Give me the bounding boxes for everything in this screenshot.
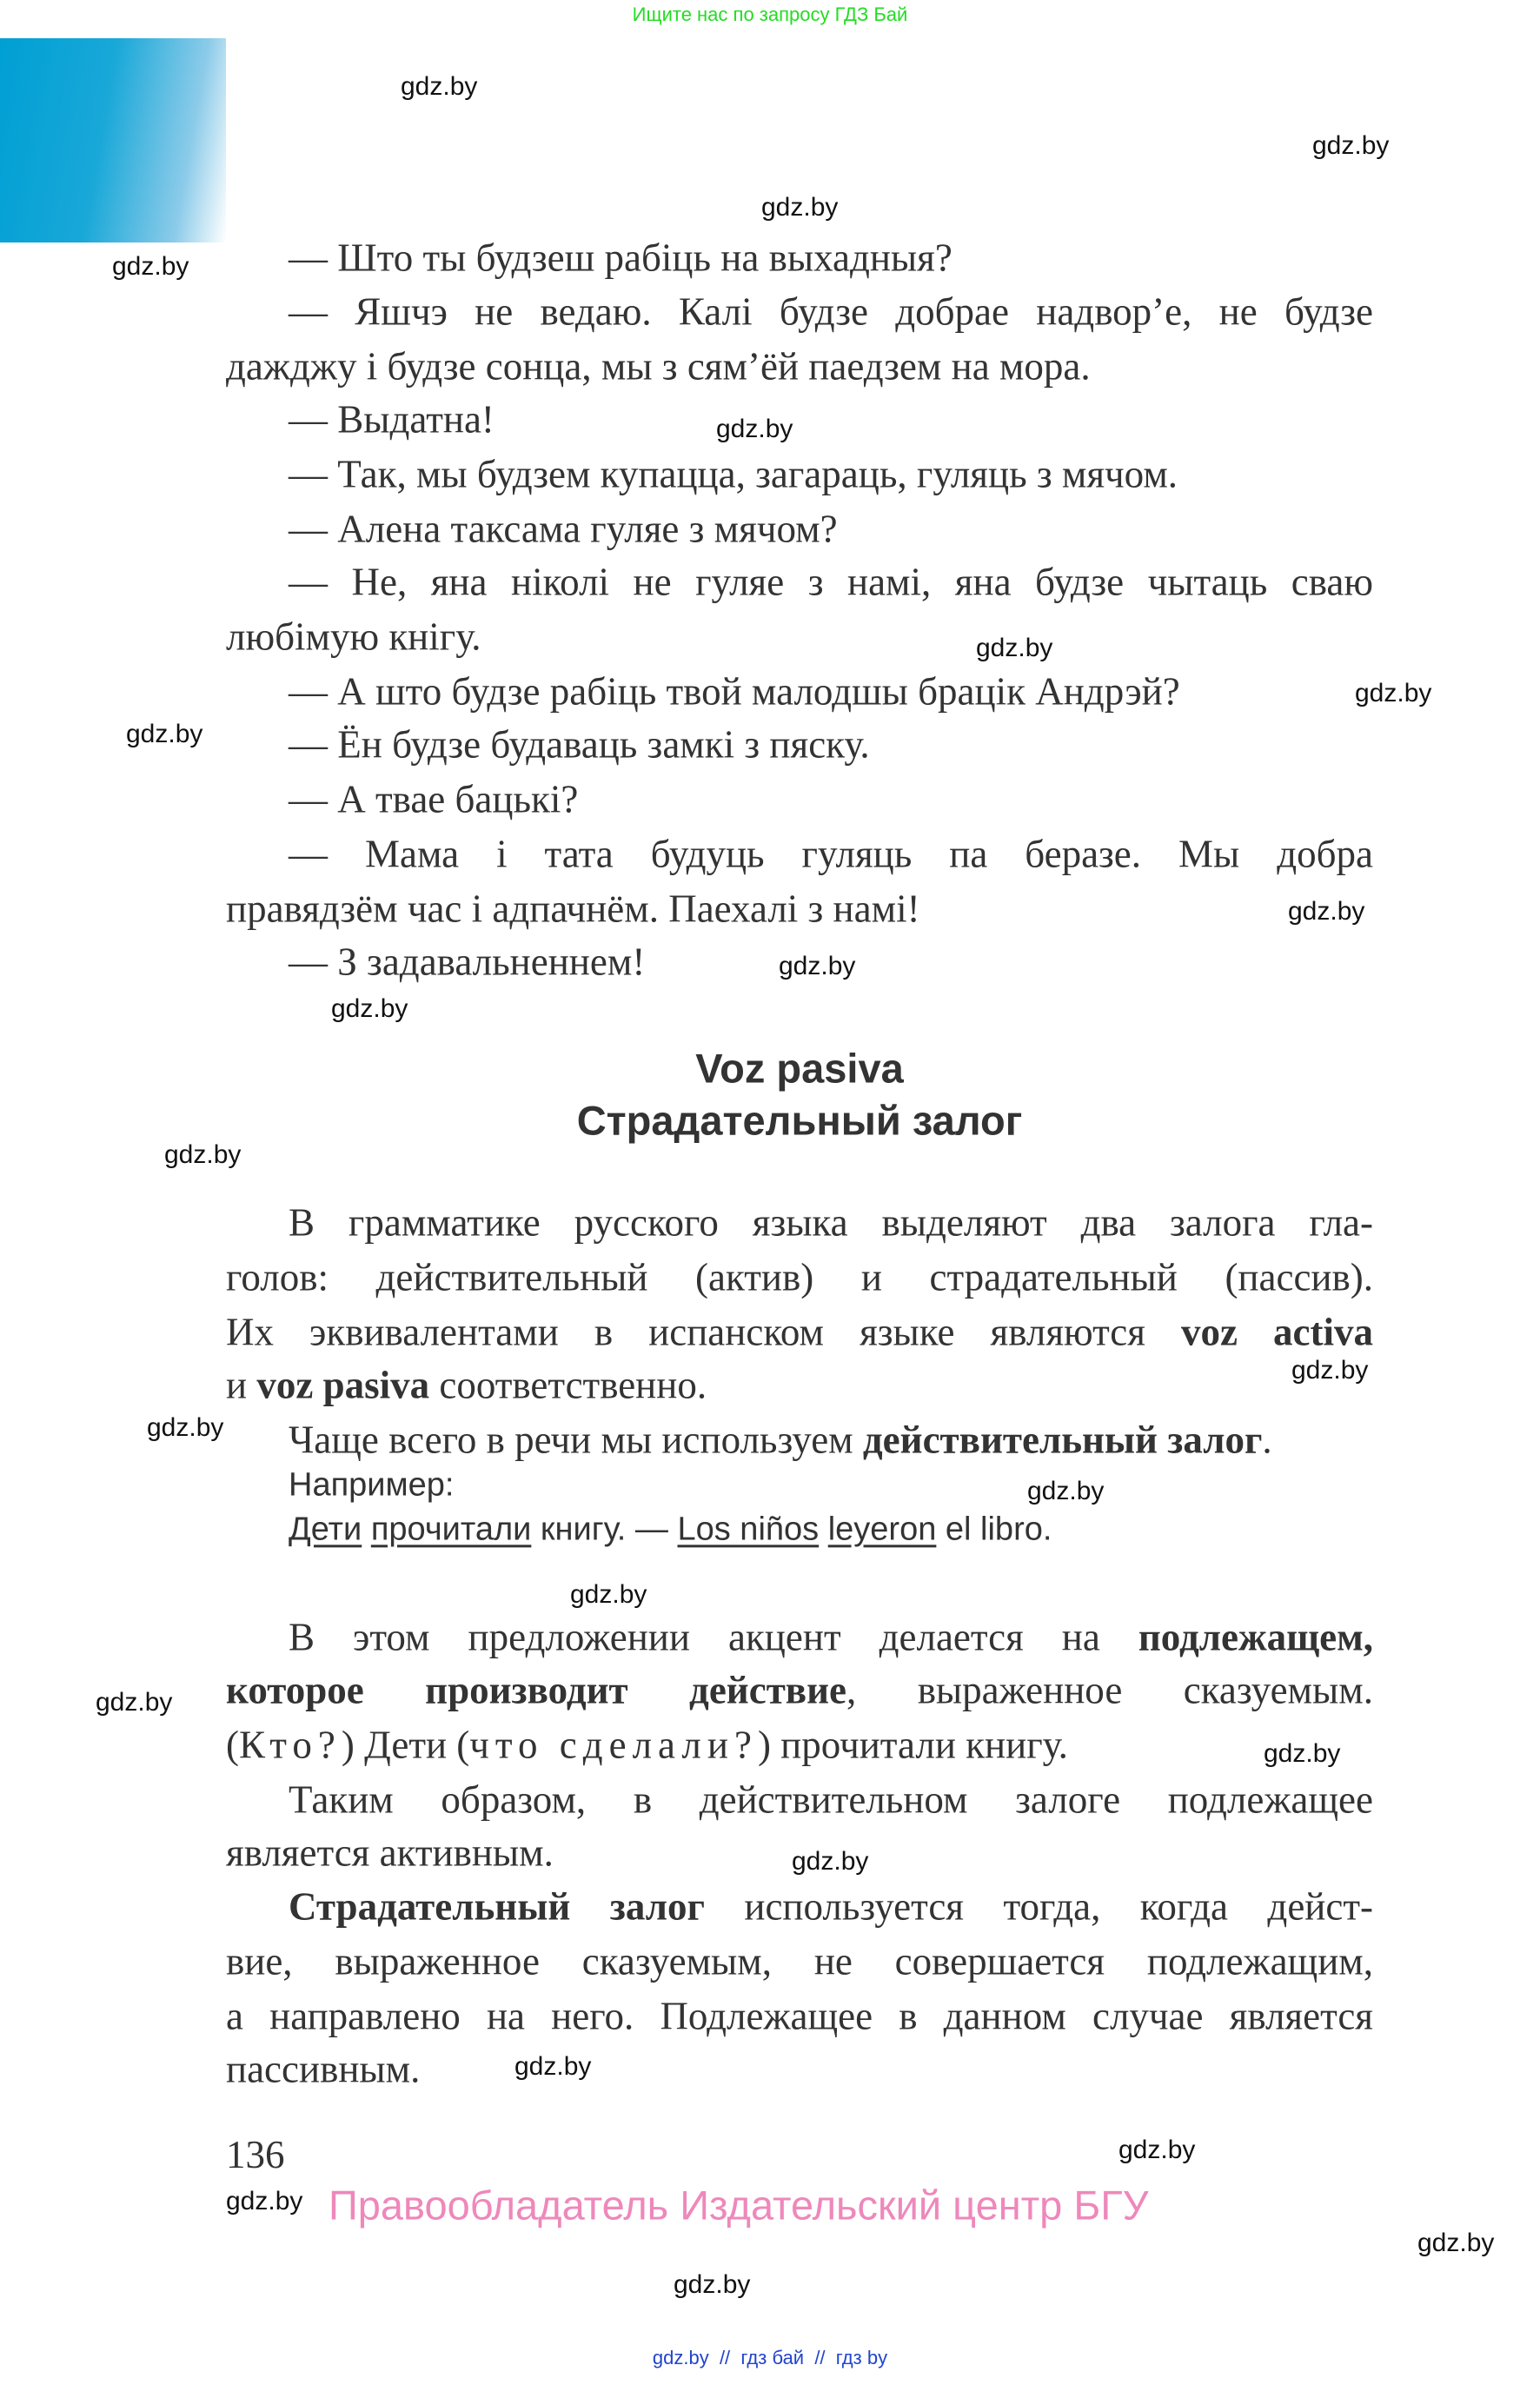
text-span: el libro. xyxy=(936,1511,1052,1548)
dialogue-line xyxy=(289,940,1373,984)
text-span: пассивным. xyxy=(226,2047,421,2091)
section-title: Voz pasiva xyxy=(695,1045,904,1092)
bold-text: подлежащем, xyxy=(1138,1615,1373,1659)
underlined-text: Дети xyxy=(289,1511,362,1548)
text-span: соответственно. xyxy=(429,1363,707,1407)
text-span xyxy=(362,1511,371,1547)
dialogue-line xyxy=(289,236,1373,280)
text-span: дажджу і будзе сонца, мы з сям’ёй паедзем на мора. xyxy=(226,344,1091,389)
body-line xyxy=(226,1723,1373,1767)
watermark: gdz.by xyxy=(1312,131,1390,160)
text-span xyxy=(819,1511,828,1547)
text-span: , выраженное сказуемым. xyxy=(846,1668,1373,1712)
text-span: любімую кнігу. xyxy=(226,615,481,659)
watermark: gdz.by xyxy=(1027,1477,1105,1505)
dialogue-line xyxy=(289,669,1373,714)
copyright-owner: Правообладатель Издательский центр БГУ xyxy=(329,2182,1149,2229)
bold-text: которое производит действие xyxy=(226,1668,847,1712)
text-span: — Так, мы будзем купацца, загараць, гуляць з мячом. xyxy=(289,452,1178,496)
text-span: Например: xyxy=(289,1466,455,1504)
body-line xyxy=(226,2047,1373,2091)
text-span: . xyxy=(1262,1418,1272,1462)
dialogue-line xyxy=(226,344,1373,389)
watermark: gdz.by xyxy=(401,72,478,101)
watermark: gdz.by xyxy=(226,2187,303,2216)
watermark: gdz.by xyxy=(147,1413,224,1442)
body-line xyxy=(289,1777,1373,1822)
watermark: gdz.by xyxy=(674,2270,751,2299)
watermark: gdz.by xyxy=(1264,1739,1341,1768)
top-banner: Ищите нас по запросу ГДЗ Бай xyxy=(632,3,908,25)
text-span: вие, выраженное сказуемым, не совершается подлежащим, xyxy=(226,1939,1373,1983)
body-line xyxy=(289,1418,1373,1462)
body-line xyxy=(226,1996,1373,2036)
text-span: ) Дети ( xyxy=(341,1723,470,1767)
watermark: gdz.by xyxy=(514,2052,592,2081)
text-span: — Мама і тата будуць гуляць па беразе. Мы добра xyxy=(289,832,1373,876)
text-span: Кто? xyxy=(239,1723,342,1767)
dialogue-line xyxy=(289,289,1373,334)
text-span: — З задавальненнем! xyxy=(289,940,646,984)
text-span: — Не, яна ніколі не гуляе з намі, яна будзе чытаць сваю xyxy=(289,560,1373,604)
dialogue-line xyxy=(289,397,1373,442)
text-span: В этом предложении акцент делается на xyxy=(289,1615,1138,1659)
bold-text: voz pasiva xyxy=(256,1363,430,1407)
text-span: является активным. xyxy=(226,1830,554,1875)
text-span: — Алена таксама гуляе з мячом? xyxy=(289,507,838,551)
watermark: gdz.by xyxy=(126,720,203,748)
text-span: правядзём час і адпачнём. Паехалі з намі! xyxy=(226,887,920,931)
text-span: Чаще всего в речи мы используем xyxy=(289,1418,863,1462)
text-span: — Ён будзе будаваць замкі з пяску. xyxy=(289,722,870,767)
watermark: gdz.by xyxy=(570,1580,647,1609)
watermark: gdz.by xyxy=(779,952,856,980)
bold-text: voz activa xyxy=(1181,1310,1373,1354)
underlined-text: прочитали xyxy=(370,1511,532,1548)
underlined-text: Los niños xyxy=(677,1511,820,1548)
watermark: gdz.by xyxy=(331,994,408,1023)
text-span: Таким образом, в действительном залоге подлежащее xyxy=(289,1777,1373,1822)
dialogue-line xyxy=(289,560,1373,604)
body-line xyxy=(289,1200,1373,1245)
body-line xyxy=(226,1668,1373,1712)
watermark: gdz.by xyxy=(1291,1356,1369,1385)
text-span: что сделали? xyxy=(469,1723,758,1767)
watermark: gdz.by xyxy=(1417,2229,1495,2257)
body-line xyxy=(289,1884,1373,1929)
text-span: — Што ты будзеш рабіць на выхадныя? xyxy=(289,236,953,280)
watermark: gdz.by xyxy=(716,415,793,443)
text-span: книгу. — xyxy=(531,1511,678,1548)
underlined-text: leyeron xyxy=(827,1511,937,1548)
body-line xyxy=(289,1615,1373,1659)
watermark: gdz.by xyxy=(792,1847,869,1876)
watermark: gdz.by xyxy=(1288,897,1365,926)
watermark: gdz.by xyxy=(761,193,839,222)
text-span: а направлено на него. Подлежащее в данном случае является xyxy=(226,1994,1373,2038)
watermark: gdz.by xyxy=(976,634,1053,662)
watermark: gdz.by xyxy=(112,252,189,281)
dialogue-line xyxy=(289,507,1373,551)
body-line xyxy=(226,1312,1373,1352)
dialogue-line xyxy=(226,615,1373,659)
body-line xyxy=(226,1939,1373,1983)
body-line xyxy=(289,1466,1373,1504)
section-subtitle: Страдательный залог xyxy=(576,1097,1023,1144)
text-span: — Яшчэ не ведаю. Калі будзе добрае надвор’е, не будзе xyxy=(289,289,1373,334)
text-span: — А што будзе рабіць твой малодшы брацік Андрэй? xyxy=(289,669,1180,714)
footer-links[interactable]: gdz.by // гдз бай // гдз by xyxy=(652,2347,888,2368)
text-span: голов: действительный (актив) и страдательный (пассив). xyxy=(226,1255,1373,1299)
watermark: gdz.by xyxy=(164,1140,242,1169)
bold-text: действительный залог xyxy=(862,1418,1263,1462)
text-span: В грамматике русского языка выделяют два залога гла- xyxy=(289,1200,1373,1245)
dialogue-line xyxy=(289,722,1373,767)
watermark: gdz.by xyxy=(1118,2136,1196,2164)
dialogue-line xyxy=(289,452,1373,496)
text-span: Их эквивалентами в испанском языке являются xyxy=(226,1310,1182,1354)
body-line xyxy=(289,1511,1373,1548)
watermark: gdz.by xyxy=(1355,679,1432,708)
dialogue-line xyxy=(289,777,1373,821)
text-span: — А твае бацькі? xyxy=(289,777,579,821)
text-span: и xyxy=(226,1363,257,1407)
dialogue-line xyxy=(289,834,1373,874)
text-span: ( xyxy=(226,1723,239,1767)
text-span: ) прочитали книгу. xyxy=(757,1723,1068,1767)
body-line xyxy=(226,1365,1373,1405)
decorative-blue-block xyxy=(0,38,226,242)
body-line xyxy=(226,1830,1373,1875)
body-line xyxy=(226,1255,1373,1299)
watermark: gdz.by xyxy=(96,1688,173,1717)
bold-text: Страдательный залог xyxy=(289,1884,705,1929)
text-span: — Выдатна! xyxy=(289,397,495,442)
dialogue-line xyxy=(226,887,1373,931)
text-span: используется тогда, когда дейст- xyxy=(704,1884,1373,1929)
page-number: 136 xyxy=(226,2133,285,2176)
